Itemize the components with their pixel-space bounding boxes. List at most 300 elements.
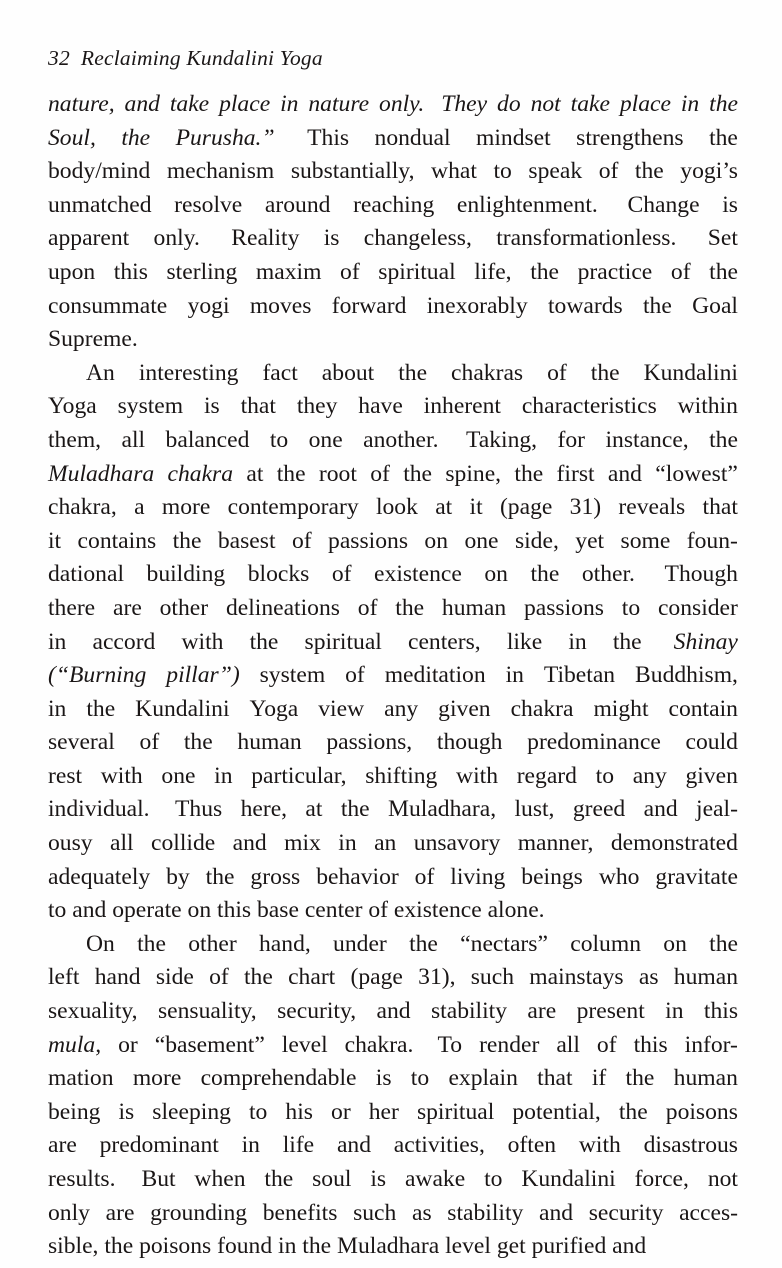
text-run: to (484, 1166, 503, 1192)
text-run: given (438, 695, 491, 722)
text-run: predominant (99, 1132, 219, 1159)
text-run: left (48, 964, 80, 991)
text-run: Reality (231, 225, 300, 252)
italic-run: take (169, 91, 210, 117)
text-run: manner, (517, 830, 594, 857)
text-run: stability (431, 998, 508, 1025)
text-run: could (685, 729, 738, 756)
text-run: Yoga (249, 695, 299, 722)
text-run: this (113, 258, 148, 285)
text-run: of (596, 1031, 617, 1058)
text-line (48, 189, 738, 223)
text-run: fact (262, 359, 298, 386)
text-run: yogi’s (680, 158, 738, 185)
text-run: collide (151, 830, 216, 857)
text-line (48, 256, 738, 290)
text-run: other (188, 930, 237, 957)
text-run: at (435, 494, 453, 521)
text-run: Muladhara, (388, 796, 497, 823)
text-run: the (205, 863, 235, 890)
text-run: poisons (665, 1098, 738, 1125)
text-run: all (121, 426, 146, 453)
text-run: human (441, 594, 507, 621)
text-run: a (134, 494, 145, 521)
text-run: the (183, 729, 213, 756)
text-run: reveals (618, 494, 686, 521)
text-run: But (141, 1166, 176, 1192)
text-run: the (137, 930, 166, 957)
text-line (48, 525, 738, 559)
text-run: the (634, 158, 664, 185)
text-run: sexuality, (48, 998, 138, 1025)
text-run: mix (284, 830, 321, 857)
text-run: that (702, 494, 738, 521)
text-run: human (673, 964, 738, 991)
text-run: is (375, 1065, 392, 1092)
text-run: basest (217, 527, 276, 554)
text-run: the (172, 527, 202, 554)
text-run: only. (153, 225, 200, 252)
text-run: meditation (384, 662, 486, 689)
text-run: other (159, 594, 209, 621)
text-run: disastrous (643, 1132, 738, 1159)
text-run: balanced (165, 426, 250, 453)
text-run: Change (627, 191, 700, 218)
text-run: with (181, 628, 224, 655)
italic-run: pillar”) (166, 662, 240, 689)
text-run: or (331, 1098, 351, 1125)
text-run: the (244, 964, 273, 991)
text-run: the (249, 628, 279, 655)
paragraph (48, 928, 738, 1264)
text-run: mechanism (166, 158, 275, 185)
text-line (48, 995, 738, 1029)
text-run: Buddhism, (635, 662, 738, 689)
text-run: benefits (262, 1199, 338, 1226)
text-run: passions (328, 527, 408, 554)
text-run: yet (575, 527, 605, 554)
italic-run: take (570, 91, 610, 117)
text-run: of (357, 594, 378, 621)
text-line (48, 626, 738, 660)
text-line (48, 827, 738, 861)
text-run: the (709, 124, 738, 151)
text-run: building (146, 561, 226, 588)
text-run: individual. (48, 796, 150, 823)
text-run: grounding (150, 1199, 248, 1226)
text-run: the (625, 1065, 655, 1092)
text-run: passions, (326, 729, 413, 756)
text-run: An (86, 359, 115, 386)
text-run: of (291, 527, 312, 554)
text-run: the (340, 796, 370, 823)
text-run: ousy (48, 830, 93, 857)
text-line (48, 592, 738, 626)
text-run: of (670, 258, 691, 285)
text-run: life (282, 1132, 315, 1159)
text-run: the (395, 594, 425, 621)
text-run: consider (657, 594, 738, 621)
italic-run: and (124, 91, 160, 117)
text-run: comprehendable (200, 1065, 357, 1092)
text-run: jeal- (696, 796, 738, 823)
text-run: awake (404, 1166, 466, 1192)
italic-run: in (280, 91, 299, 117)
text-run: it (48, 527, 62, 554)
text-run: force, (634, 1166, 689, 1192)
text-run: or (118, 1031, 138, 1058)
text-run: at (246, 460, 264, 487)
text-run: all (556, 1031, 580, 1058)
text-run: only (48, 1199, 90, 1226)
text-run: chakras (451, 359, 524, 386)
text-run: hand, (259, 930, 311, 957)
text-run: beings (521, 863, 583, 890)
text-run: (page (350, 964, 403, 991)
text-run: transformationless. (496, 225, 677, 252)
text-run: there (48, 594, 96, 621)
text-run: any (384, 695, 419, 722)
italic-run: not (530, 91, 561, 117)
text-run: is (370, 1166, 387, 1192)
paragraph (48, 88, 738, 357)
text-run: the (514, 460, 544, 487)
text-run: moves (249, 292, 312, 319)
text-run: being (48, 1098, 101, 1125)
text-run: contemporary (227, 494, 359, 521)
text-run: security, (277, 998, 357, 1025)
text-run: at (305, 796, 323, 823)
text-run: of (414, 863, 435, 890)
text-run: Though (664, 561, 738, 588)
text-run: mation (48, 1065, 114, 1092)
text-run: more (132, 1065, 182, 1092)
text-run: about (321, 359, 375, 386)
text-line (48, 390, 738, 424)
text-run: practice (577, 258, 653, 285)
italic-run: chakra (167, 460, 234, 487)
text-run: this (703, 998, 738, 1025)
text-run: to (269, 426, 289, 453)
text-run: Kundalini (135, 695, 230, 722)
text-run: view (318, 695, 365, 722)
text-run: On (86, 930, 115, 957)
text-run: to (595, 762, 614, 789)
text-run: if (591, 1065, 607, 1092)
text-run: some (620, 527, 671, 554)
text-line (48, 1129, 738, 1163)
text-run: the (398, 359, 428, 386)
text-run: delineations (225, 594, 340, 621)
text-run: acces- (679, 1199, 738, 1226)
text-run: root (318, 460, 357, 487)
paragraph (48, 357, 738, 928)
text-run: Goal (692, 292, 738, 319)
italic-run: Muladhara (48, 460, 155, 487)
text-line (48, 155, 738, 189)
text-run: “basement” (154, 1031, 265, 1058)
text-run: unmatched (48, 191, 152, 218)
text-run: and (643, 796, 678, 823)
text-run: in (568, 628, 587, 655)
text-run: enlightenment. (456, 191, 598, 218)
text-run: maxim (255, 258, 322, 285)
text-run: regard (516, 762, 577, 789)
text-run: “lowest” (655, 460, 738, 487)
text-run: system (259, 662, 326, 689)
text-run: reaching (353, 191, 435, 218)
text-run: hand (94, 964, 141, 991)
text-run: more (161, 494, 211, 521)
text-run: might (593, 695, 649, 722)
text-run: the (264, 1166, 294, 1192)
text-run: results. (48, 1166, 116, 1192)
text-run: potential, (512, 1098, 601, 1125)
text-run: and (538, 1199, 574, 1226)
text-run: the (276, 460, 306, 487)
text-run: and (376, 998, 411, 1025)
text-run: foun- (686, 527, 738, 554)
text-run: dational (48, 561, 124, 588)
text-run: are (48, 1132, 77, 1159)
text-line (48, 693, 738, 727)
text-run: inherent (423, 393, 501, 420)
text-run: Set (707, 225, 738, 252)
text-run: another. (363, 426, 439, 453)
text-run: This (307, 124, 350, 151)
text-run: like (506, 628, 543, 655)
text-run: side, (514, 527, 559, 554)
text-run: as (638, 964, 659, 991)
text-run: in (241, 1132, 260, 1159)
text-run: soul (312, 1166, 352, 1192)
text-run: who (598, 863, 640, 890)
italic-run: mula, (48, 1031, 102, 1058)
text-run: they (296, 393, 338, 420)
text-run: passions (523, 594, 604, 621)
text-run: the (530, 561, 560, 588)
text-run: in (665, 998, 684, 1025)
text-run: towards (547, 292, 623, 319)
text-run: not (707, 1166, 738, 1192)
text-run: Taking, (466, 426, 538, 453)
text-run: in (48, 628, 67, 655)
text-line (48, 323, 738, 357)
text-run: to (493, 158, 512, 185)
text-run: in (48, 695, 67, 722)
italic-run: the (709, 91, 738, 117)
text-run: To (437, 1031, 463, 1058)
page-folio-number: 32 (48, 46, 70, 70)
text-run: of (331, 561, 352, 588)
text-run: gross (250, 863, 301, 890)
text-run: resolve (174, 191, 243, 218)
text-line (48, 424, 738, 458)
text-run: with (100, 762, 143, 789)
text-run: apparent (48, 225, 130, 252)
italic-run: (“Burning (48, 662, 147, 689)
text-run: life, (474, 258, 512, 285)
text-run: around (264, 191, 331, 218)
text-run: chakra, (48, 494, 117, 521)
text-run: first (556, 460, 595, 487)
text-run: what (431, 158, 477, 185)
text-run: of (370, 460, 390, 487)
text-run: instance, (605, 426, 689, 453)
text-run: column (570, 930, 641, 957)
text-run: to (249, 1098, 268, 1125)
text-run: render (479, 1031, 540, 1058)
text-run: security (588, 1199, 664, 1226)
text-run: it (469, 494, 483, 521)
text-run: is (118, 1098, 135, 1125)
text-line (48, 793, 738, 827)
text-line (48, 1230, 738, 1264)
text-run: stability (447, 1199, 524, 1226)
text-run: is (722, 191, 738, 218)
text-run: contain (668, 695, 738, 722)
text-line (48, 222, 738, 256)
text-run: one (161, 762, 196, 789)
text-run: Kundalini (521, 1166, 616, 1192)
text-line (48, 961, 738, 995)
text-run: his (285, 1098, 313, 1125)
text-run: strengthens (576, 124, 684, 151)
text-run: on (424, 527, 449, 554)
text-run: any (632, 762, 667, 789)
text-run: chakra. (344, 1031, 414, 1058)
text-run: shifting (365, 762, 438, 789)
text-run: speak (528, 158, 583, 185)
text-run: under (333, 930, 387, 957)
italic-run: nature (308, 91, 370, 117)
text-run: explain (448, 1065, 518, 1092)
text-line (48, 928, 738, 962)
text-run: is (203, 393, 220, 420)
text-run: of (598, 158, 619, 185)
text-run: here, (240, 796, 288, 823)
text-run: sleeping (152, 1098, 231, 1125)
text-run: greed (572, 796, 626, 823)
text-run: contains (77, 527, 157, 554)
text-run: for (557, 426, 586, 453)
text-run: with (578, 1132, 621, 1159)
text-run: the (590, 359, 620, 386)
text-run: in (338, 830, 357, 857)
text-run: her (368, 1098, 399, 1125)
text-run: activities, (393, 1132, 485, 1159)
text-line (48, 760, 738, 794)
text-line (48, 1029, 738, 1063)
text-run: the (409, 930, 438, 957)
text-run: as (411, 1199, 432, 1226)
text-run: the (86, 695, 116, 722)
text-run: mindset (475, 124, 551, 151)
running-header (48, 44, 738, 72)
text-run: sterling (166, 258, 238, 285)
text-run: that (240, 393, 276, 420)
text-line (48, 290, 738, 324)
text-run: the (530, 258, 560, 285)
text-line (48, 894, 738, 928)
text-run: of (345, 662, 365, 689)
text-run: chart (288, 964, 336, 991)
italic-run: Shinay (667, 628, 738, 655)
text-run: that (537, 1065, 573, 1092)
text-run: in (214, 762, 233, 789)
text-run: the (403, 460, 433, 487)
text-run: “nectars” (460, 930, 548, 957)
text-run: adequately (48, 863, 151, 890)
text-run: the (709, 426, 738, 453)
text-run: such (353, 1199, 397, 1226)
text-run: them, (48, 426, 102, 453)
text-line (48, 1096, 738, 1130)
text-run: present (576, 998, 645, 1025)
text-run: 31) (569, 494, 602, 521)
text-run: to (410, 1065, 430, 1092)
text-run: though (436, 729, 503, 756)
text-run: and (607, 460, 642, 487)
text-run: are (527, 998, 557, 1025)
text-run: Tibetan (543, 662, 616, 689)
text-run: living (450, 863, 506, 890)
text-run: Kundalini (643, 359, 738, 386)
text-run: and (232, 830, 267, 857)
text-run: often (507, 1132, 557, 1159)
text-run: one (308, 426, 343, 453)
text-run: nondual (374, 124, 451, 151)
text-run: on (663, 930, 687, 957)
text-run: human (237, 729, 302, 756)
text-run: characteristics (521, 393, 657, 420)
text-run: demonstrated (610, 830, 738, 857)
text-run: within (677, 393, 738, 420)
text-run: forward (331, 292, 407, 319)
text-run: sible, the poisons found in the Muladhara level get purified and (48, 1233, 647, 1260)
text-run: Yoga (48, 393, 97, 420)
text-run: blocks (247, 561, 310, 588)
text-run: body/mind (48, 158, 151, 185)
text-run: infor- (684, 1031, 738, 1058)
text-run: accord (92, 628, 156, 655)
text-run: sensuality, (157, 998, 257, 1025)
text-run: of (547, 359, 567, 386)
text-run: the (618, 1098, 648, 1125)
italic-run: Purusha.” (175, 124, 275, 151)
text-run: chakra (510, 695, 574, 722)
text-line (48, 1163, 738, 1197)
running-header-title: Reclaiming Kundalini Yoga (80, 46, 323, 70)
text-run: have (358, 393, 403, 420)
text-run: unsavory (413, 830, 501, 857)
text-line (48, 726, 738, 760)
italic-run: the (121, 124, 151, 151)
text-run: all (110, 830, 134, 857)
text-run: the (709, 258, 738, 285)
text-run: inexorably (426, 292, 528, 319)
italic-run: They (441, 91, 488, 117)
text-run: the (642, 292, 672, 319)
text-run: changeless, (363, 225, 472, 252)
text-run: look (375, 494, 418, 521)
text-run: given (685, 762, 738, 789)
text-line (48, 861, 738, 895)
text-run: when (194, 1166, 246, 1192)
text-run: the (709, 930, 738, 957)
text-run: Thus (175, 796, 223, 823)
italic-run: do (497, 91, 521, 117)
